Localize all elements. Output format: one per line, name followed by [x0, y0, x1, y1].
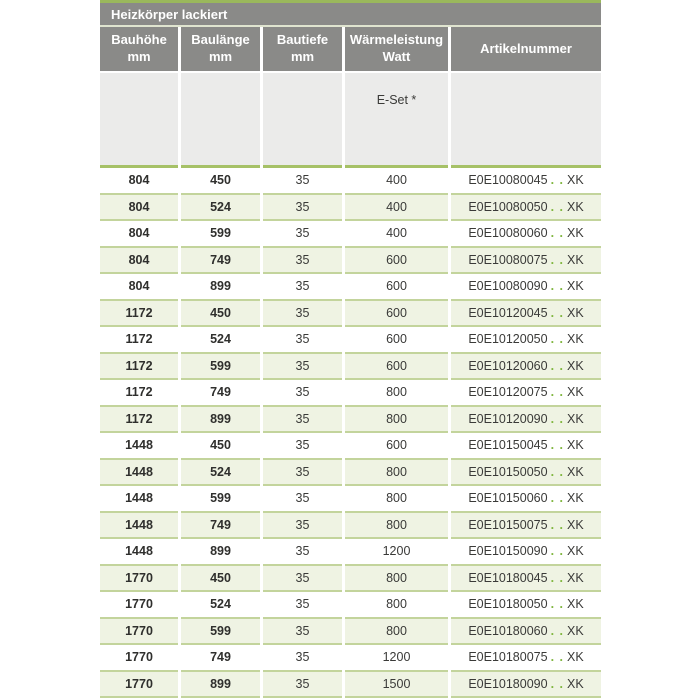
column-unit: mm: [127, 49, 151, 64]
cell-watt: 600: [345, 327, 448, 354]
artikel-number: E0E10150050: [468, 464, 548, 479]
artikel-variant-dots: . .: [550, 464, 564, 479]
artikel-number: E0E10150060: [468, 491, 548, 506]
cell-baulaenge: 749: [181, 248, 260, 275]
eset-label: E-Set *: [376, 93, 417, 107]
artikel-number: E0E10150090: [468, 544, 548, 559]
artikel-number: E0E10120075: [468, 385, 548, 400]
cell-baulaenge: 749: [181, 645, 260, 672]
cell-bauhoehe: 804: [100, 274, 178, 301]
artikel-variant-dots: . .: [550, 173, 564, 188]
cell-artikelnummer: [451, 433, 601, 460]
artikel-variant-dots: . .: [550, 676, 564, 691]
cell-watt: 600: [345, 433, 448, 460]
artikel-number: E0E10120060: [468, 358, 548, 373]
cell-baulaenge: 599: [181, 486, 260, 513]
cell-bautiefe: 35: [263, 195, 342, 222]
cell-bauhoehe: 1172: [100, 327, 178, 354]
artikel-number: E0E10080090: [468, 279, 548, 294]
column-label: Artikelnummer: [480, 40, 572, 56]
artikel-number: E0E10180050: [468, 597, 548, 612]
cell-baulaenge: 524: [181, 592, 260, 619]
cell-artikelnummer: [451, 539, 601, 566]
cell-bauhoehe: 804: [100, 221, 178, 248]
cell-artikelnummer: [451, 592, 601, 619]
cell-bautiefe: 35: [263, 407, 342, 434]
artikel-variant-dots: . .: [550, 332, 564, 347]
artikel-suffix: XK: [566, 305, 584, 320]
cell-baulaenge: 749: [181, 513, 260, 540]
cell-baulaenge: 899: [181, 539, 260, 566]
cell-watt: 400: [345, 168, 448, 195]
artikel-number: E0E10150075: [468, 517, 548, 532]
cell-watt: 1200: [345, 645, 448, 672]
cell-watt: 600: [345, 248, 448, 275]
cell-bauhoehe: 1770: [100, 645, 178, 672]
artikel-number: E0E10080050: [468, 199, 548, 214]
cell-bautiefe: 35: [263, 274, 342, 301]
cell-watt: 1500: [345, 672, 448, 699]
column-header-baulaenge: [181, 27, 260, 73]
artikel-suffix: XK: [566, 279, 584, 294]
column-unit: mm: [290, 49, 315, 64]
cell-watt: 800: [345, 460, 448, 487]
artikel-variant-dots: . .: [550, 411, 564, 426]
cell-artikelnummer: [451, 301, 601, 328]
cell-baulaenge: 524: [181, 327, 260, 354]
cell-watt: 600: [345, 274, 448, 301]
artikel-suffix: XK: [566, 385, 584, 400]
cell-artikelnummer: [451, 460, 601, 487]
artikel-suffix: XK: [566, 411, 584, 426]
artikel-variant-dots: . .: [550, 623, 564, 638]
column-label: Wärmeleistung: [349, 32, 444, 48]
cell-baulaenge: 899: [181, 407, 260, 434]
cell-bauhoehe: 1172: [100, 354, 178, 381]
artikel-suffix: XK: [566, 676, 584, 691]
cell-baulaenge: 450: [181, 301, 260, 328]
column-unit: mm: [208, 49, 233, 64]
artikel-variant-dots: . .: [550, 358, 564, 373]
cell-artikelnummer: [451, 407, 601, 434]
artikel-suffix: XK: [566, 650, 584, 665]
cell-bautiefe: 35: [263, 619, 342, 646]
column-label: Baulänge: [191, 32, 250, 48]
artikel-suffix: XK: [566, 491, 584, 506]
cell-baulaenge: 749: [181, 380, 260, 407]
artikel-suffix: XK: [566, 226, 584, 241]
cell-baulaenge: 899: [181, 274, 260, 301]
cell-bauhoehe: 804: [100, 168, 178, 195]
cell-bautiefe: 35: [263, 354, 342, 381]
eset-cell-empty: [181, 73, 260, 168]
artikel-number: E0E10080075: [468, 252, 548, 267]
cell-bautiefe: 35: [263, 327, 342, 354]
cell-artikelnummer: [451, 672, 601, 699]
eset-cell-label: [345, 73, 448, 168]
cell-bauhoehe: 1172: [100, 380, 178, 407]
artikel-suffix: XK: [566, 199, 584, 214]
artikel-variant-dots: . .: [550, 597, 564, 612]
artikel-variant-dots: . .: [550, 544, 564, 559]
cell-baulaenge: 599: [181, 354, 260, 381]
cell-watt: 800: [345, 619, 448, 646]
cell-artikelnummer: [451, 248, 601, 275]
artikel-number: E0E10180060: [468, 623, 548, 638]
artikel-suffix: XK: [566, 252, 584, 267]
column-header-bauhoehe: [100, 27, 178, 73]
cell-baulaenge: 524: [181, 460, 260, 487]
column-header-bautiefe: [263, 27, 342, 73]
artikel-number: E0E10080045: [468, 173, 548, 188]
cell-bauhoehe: 804: [100, 195, 178, 222]
artikel-number: E0E10120045: [468, 305, 548, 320]
cell-bauhoehe: 1448: [100, 539, 178, 566]
cell-watt: 800: [345, 486, 448, 513]
cell-artikelnummer: [451, 645, 601, 672]
cell-bauhoehe: 1448: [100, 513, 178, 540]
cell-artikelnummer: [451, 354, 601, 381]
cell-bauhoehe: 804: [100, 248, 178, 275]
cell-bautiefe: 35: [263, 301, 342, 328]
artikel-number: E0E10080060: [468, 226, 548, 241]
cell-watt: 800: [345, 592, 448, 619]
artikel-suffix: XK: [566, 623, 584, 638]
artikel-suffix: XK: [566, 570, 584, 585]
cell-baulaenge: 899: [181, 672, 260, 699]
cell-artikelnummer: [451, 486, 601, 513]
eset-cell-empty: [100, 73, 178, 168]
cell-watt: 400: [345, 221, 448, 248]
cell-artikelnummer: [451, 168, 601, 195]
spec-grid: [100, 27, 601, 698]
artikel-variant-dots: . .: [550, 226, 564, 241]
column-header-waermeleistung: [345, 27, 448, 73]
cell-bauhoehe: 1770: [100, 619, 178, 646]
artikel-variant-dots: . .: [550, 199, 564, 214]
cell-artikelnummer: [451, 513, 601, 540]
cell-baulaenge: 450: [181, 566, 260, 593]
cell-bauhoehe: 1770: [100, 672, 178, 699]
cell-artikelnummer: [451, 327, 601, 354]
cell-bautiefe: 35: [263, 566, 342, 593]
artikel-variant-dots: . .: [550, 517, 564, 532]
artikel-variant-dots: . .: [550, 279, 564, 294]
cell-bautiefe: 35: [263, 433, 342, 460]
cell-bautiefe: 35: [263, 168, 342, 195]
artikel-variant-dots: . .: [550, 570, 564, 585]
artikel-variant-dots: . .: [550, 252, 564, 267]
cell-bautiefe: 35: [263, 672, 342, 699]
eset-cell-empty: [451, 73, 601, 168]
artikel-number: E0E10150045: [468, 438, 548, 453]
cell-watt: 1200: [345, 539, 448, 566]
cell-watt: 800: [345, 566, 448, 593]
artikel-variant-dots: . .: [550, 438, 564, 453]
artikel-suffix: XK: [566, 517, 584, 532]
artikel-number: E0E10120050: [468, 332, 548, 347]
artikel-variant-dots: . .: [550, 385, 564, 400]
cell-bauhoehe: 1770: [100, 566, 178, 593]
cell-watt: 800: [345, 407, 448, 434]
cell-artikelnummer: [451, 195, 601, 222]
artikel-suffix: XK: [566, 438, 584, 453]
cell-bautiefe: 35: [263, 539, 342, 566]
artikel-suffix: XK: [566, 544, 584, 559]
cell-bauhoehe: 1172: [100, 407, 178, 434]
cell-bauhoehe: 1448: [100, 460, 178, 487]
eset-cell-empty: [263, 73, 342, 168]
cell-bauhoehe: 1448: [100, 433, 178, 460]
artikel-suffix: XK: [566, 173, 584, 188]
radiator-spec-table: [100, 0, 601, 698]
column-label: Bautiefe: [276, 32, 329, 48]
cell-artikelnummer: [451, 566, 601, 593]
artikel-suffix: XK: [566, 464, 584, 479]
artikel-number: E0E10180045: [468, 570, 548, 585]
cell-bautiefe: 35: [263, 513, 342, 540]
cell-baulaenge: 450: [181, 433, 260, 460]
artikel-suffix: XK: [566, 358, 584, 373]
cell-artikelnummer: [451, 274, 601, 301]
column-label: Bauhöhe: [111, 32, 167, 48]
cell-baulaenge: 450: [181, 168, 260, 195]
cell-bautiefe: 35: [263, 486, 342, 513]
artikel-suffix: XK: [566, 597, 584, 612]
cell-bautiefe: 35: [263, 380, 342, 407]
cell-bautiefe: 35: [263, 592, 342, 619]
cell-artikelnummer: [451, 380, 601, 407]
artikel-variant-dots: . .: [550, 305, 564, 320]
artikel-number: E0E10180090: [468, 676, 548, 691]
cell-artikelnummer: [451, 619, 601, 646]
column-unit: Watt: [382, 49, 411, 64]
artikel-variant-dots: . .: [550, 650, 564, 665]
column-header-artikelnummer: [451, 27, 601, 73]
artikel-suffix: XK: [566, 332, 584, 347]
cell-bauhoehe: 1770: [100, 592, 178, 619]
table-title: Heizkörper lackiert: [100, 3, 601, 27]
cell-watt: 400: [345, 195, 448, 222]
cell-watt: 800: [345, 513, 448, 540]
cell-baulaenge: 599: [181, 221, 260, 248]
artikel-number: E0E10180075: [468, 650, 548, 665]
cell-artikelnummer: [451, 221, 601, 248]
cell-bautiefe: 35: [263, 645, 342, 672]
artikel-number: E0E10120090: [468, 411, 548, 426]
cell-watt: 800: [345, 380, 448, 407]
cell-watt: 600: [345, 301, 448, 328]
cell-bauhoehe: 1172: [100, 301, 178, 328]
cell-bautiefe: 35: [263, 221, 342, 248]
cell-bautiefe: 35: [263, 460, 342, 487]
cell-bauhoehe: 1448: [100, 486, 178, 513]
cell-baulaenge: 599: [181, 619, 260, 646]
cell-baulaenge: 524: [181, 195, 260, 222]
cell-watt: 600: [345, 354, 448, 381]
artikel-variant-dots: . .: [550, 491, 564, 506]
cell-bautiefe: 35: [263, 248, 342, 275]
